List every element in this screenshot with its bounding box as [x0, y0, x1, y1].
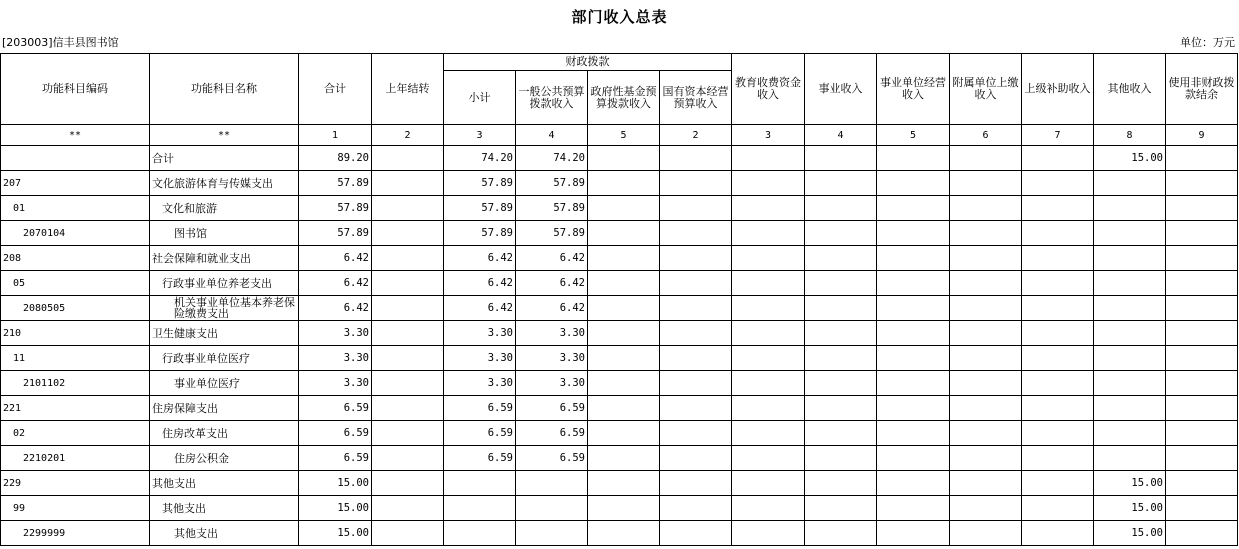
cell-business [805, 446, 877, 471]
cell-state-capital [660, 146, 732, 171]
table-row [1, 371, 1238, 396]
cell-superior-subsidy [1022, 246, 1094, 271]
cell-business [805, 496, 877, 521]
cell-code: 05 [1, 271, 150, 296]
cell-affiliate [950, 296, 1022, 321]
cell-total: 3.30 [299, 346, 372, 371]
cell-code: 2080505 [1, 296, 150, 321]
cell-edu-fee [732, 496, 805, 521]
cell-general-budget: 3.30 [516, 346, 588, 371]
cell-gov-fund [588, 146, 660, 171]
cell-operating [877, 496, 950, 521]
cell-total: 89.20 [299, 146, 372, 171]
cell-superior-subsidy [1022, 146, 1094, 171]
cell-other [1094, 371, 1166, 396]
cell-non-fiscal-balance [1166, 171, 1238, 196]
cell-fiscal-subtotal: 57.89 [444, 221, 516, 246]
cell-general-budget: 57.89 [516, 196, 588, 221]
cell-operating [877, 171, 950, 196]
cell-total: 3.30 [299, 321, 372, 346]
cell-carryover [372, 246, 444, 271]
cell-affiliate [950, 521, 1022, 546]
table-row [1, 396, 1238, 421]
cell-edu-fee [732, 246, 805, 271]
cell-total: 6.42 [299, 246, 372, 271]
cell-gov-fund [588, 296, 660, 321]
cell-gov-fund [588, 496, 660, 521]
cell-non-fiscal-balance [1166, 321, 1238, 346]
cell-superior-subsidy [1022, 321, 1094, 346]
cell-total: 15.00 [299, 496, 372, 521]
cell-general-budget: 6.59 [516, 446, 588, 471]
cell-business [805, 421, 877, 446]
index-cell: 4 [516, 125, 588, 146]
cell-non-fiscal-balance [1166, 246, 1238, 271]
cell-state-capital [660, 446, 732, 471]
cell-edu-fee [732, 171, 805, 196]
index-cell: 5 [588, 125, 660, 146]
cell-business [805, 521, 877, 546]
cell-edu-fee [732, 446, 805, 471]
cell-code: 11 [1, 346, 150, 371]
cell-superior-subsidy [1022, 446, 1094, 471]
cell-affiliate [950, 171, 1022, 196]
cell-name: 住房保障支出 [150, 396, 299, 421]
cell-carryover [372, 196, 444, 221]
table-row [1, 446, 1238, 471]
cell-carryover [372, 321, 444, 346]
cell-edu-fee [732, 421, 805, 446]
cell-gov-fund [588, 521, 660, 546]
cell-name: 文化旅游体育与传媒支出 [150, 171, 299, 196]
cell-gov-fund [588, 446, 660, 471]
cell-carryover [372, 146, 444, 171]
header-total: 合计 [299, 54, 372, 125]
cell-business [805, 246, 877, 271]
header-edu-fee: 教育收费资金收入 [732, 54, 805, 125]
cell-general-budget [516, 521, 588, 546]
cell-edu-fee [732, 321, 805, 346]
index-cell: 2 [372, 125, 444, 146]
cell-operating [877, 521, 950, 546]
cell-non-fiscal-balance [1166, 396, 1238, 421]
cell-general-budget: 3.30 [516, 371, 588, 396]
cell-carryover [372, 171, 444, 196]
cell-carryover [372, 271, 444, 296]
cell-name: 图书馆 [150, 221, 299, 246]
table-row [1, 196, 1238, 221]
cell-gov-fund [588, 171, 660, 196]
cell-total: 3.30 [299, 371, 372, 396]
cell-carryover [372, 371, 444, 396]
cell-other [1094, 296, 1166, 321]
cell-code: 208 [1, 246, 150, 271]
cell-state-capital [660, 371, 732, 396]
cell-general-budget: 57.89 [516, 171, 588, 196]
cell-business [805, 396, 877, 421]
table-row [1, 321, 1238, 346]
cell-state-capital [660, 496, 732, 521]
header-gov-fund: 政府性基金预算拨款收入 [588, 71, 660, 125]
cell-general-budget: 6.42 [516, 296, 588, 321]
cell-state-capital [660, 196, 732, 221]
header-name: 功能科目名称 [150, 54, 299, 125]
cell-superior-subsidy [1022, 346, 1094, 371]
table-row [1, 521, 1238, 546]
cell-non-fiscal-balance [1166, 446, 1238, 471]
cell-superior-subsidy [1022, 296, 1094, 321]
cell-fiscal-subtotal: 6.59 [444, 446, 516, 471]
cell-name: 行政事业单位养老支出 [150, 271, 299, 296]
cell-other: 15.00 [1094, 471, 1166, 496]
header-affiliate: 附属单位上缴收入 [950, 54, 1022, 125]
cell-carryover [372, 221, 444, 246]
cell-affiliate [950, 196, 1022, 221]
cell-edu-fee [732, 396, 805, 421]
cell-state-capital [660, 471, 732, 496]
cell-superior-subsidy [1022, 271, 1094, 296]
cell-name: 住房公积金 [150, 446, 299, 471]
cell-total: 6.59 [299, 421, 372, 446]
cell-affiliate [950, 146, 1022, 171]
cell-other [1094, 171, 1166, 196]
cell-fiscal-subtotal: 6.42 [444, 246, 516, 271]
cell-gov-fund [588, 346, 660, 371]
table-row [1, 496, 1238, 521]
header-code: 功能科目编码 [1, 54, 150, 125]
income-summary-table [0, 53, 1238, 546]
cell-carryover [372, 471, 444, 496]
cell-affiliate [950, 396, 1022, 421]
cell-business [805, 471, 877, 496]
cell-state-capital [660, 396, 732, 421]
cell-name: 社会保障和就业支出 [150, 246, 299, 271]
cell-gov-fund [588, 321, 660, 346]
cell-code: 2299999 [1, 521, 150, 546]
cell-total: 57.89 [299, 196, 372, 221]
cell-non-fiscal-balance [1166, 521, 1238, 546]
cell-code: 2210201 [1, 446, 150, 471]
header-operating: 事业单位经营收入 [877, 54, 950, 125]
cell-fiscal-subtotal: 3.30 [444, 321, 516, 346]
cell-superior-subsidy [1022, 371, 1094, 396]
cell-code: 2070104 [1, 221, 150, 246]
cell-gov-fund [588, 396, 660, 421]
cell-other: 15.00 [1094, 146, 1166, 171]
cell-business [805, 171, 877, 196]
cell-other [1094, 196, 1166, 221]
cell-business [805, 271, 877, 296]
cell-operating [877, 321, 950, 346]
header-business: 事业收入 [805, 54, 877, 125]
table-row [1, 296, 1238, 321]
cell-operating [877, 196, 950, 221]
header-general-budget: 一般公共预算拨款收入 [516, 71, 588, 125]
cell-affiliate [950, 421, 1022, 446]
cell-general-budget: 6.42 [516, 271, 588, 296]
cell-non-fiscal-balance [1166, 221, 1238, 246]
cell-operating [877, 446, 950, 471]
cell-state-capital [660, 421, 732, 446]
cell-code [1, 146, 150, 171]
cell-non-fiscal-balance [1166, 146, 1238, 171]
index-cell: 8 [1094, 125, 1166, 146]
cell-fiscal-subtotal: 6.59 [444, 421, 516, 446]
cell-fiscal-subtotal [444, 496, 516, 521]
cell-affiliate [950, 371, 1022, 396]
cell-code: 210 [1, 321, 150, 346]
unit-name: [203003]信丰县图书馆 [2, 36, 119, 49]
cell-general-budget: 3.30 [516, 321, 588, 346]
cell-name: 行政事业单位医疗 [150, 346, 299, 371]
cell-non-fiscal-balance [1166, 196, 1238, 221]
cell-other [1094, 346, 1166, 371]
cell-business [805, 296, 877, 321]
cell-carryover [372, 296, 444, 321]
index-cell: 1 [299, 125, 372, 146]
cell-carryover [372, 446, 444, 471]
cell-gov-fund [588, 221, 660, 246]
cell-total: 57.89 [299, 171, 372, 196]
cell-non-fiscal-balance [1166, 271, 1238, 296]
cell-superior-subsidy [1022, 396, 1094, 421]
cell-edu-fee [732, 196, 805, 221]
cell-business [805, 221, 877, 246]
cell-carryover [372, 496, 444, 521]
index-cell: 7 [1022, 125, 1094, 146]
cell-fiscal-subtotal [444, 521, 516, 546]
cell-carryover [372, 421, 444, 446]
currency-unit: 单位：万元 [1180, 36, 1235, 49]
index-cell: ** [1, 125, 150, 146]
cell-fiscal-subtotal: 6.42 [444, 296, 516, 321]
cell-operating [877, 421, 950, 446]
cell-name: 住房改革支出 [150, 421, 299, 446]
cell-affiliate [950, 346, 1022, 371]
cell-edu-fee [732, 146, 805, 171]
cell-fiscal-subtotal: 6.59 [444, 396, 516, 421]
cell-total: 6.42 [299, 271, 372, 296]
cell-code: 221 [1, 396, 150, 421]
cell-general-budget: 6.59 [516, 421, 588, 446]
cell-carryover [372, 346, 444, 371]
table-row [1, 246, 1238, 271]
cell-other [1094, 246, 1166, 271]
cell-edu-fee [732, 521, 805, 546]
cell-business [805, 346, 877, 371]
cell-name: 机关事业单位基本养老保险缴费支出 [150, 296, 299, 321]
cell-state-capital [660, 221, 732, 246]
cell-total: 6.59 [299, 396, 372, 421]
cell-operating [877, 396, 950, 421]
cell-superior-subsidy [1022, 521, 1094, 546]
cell-gov-fund [588, 246, 660, 271]
cell-name: 其他支出 [150, 496, 299, 521]
cell-state-capital [660, 346, 732, 371]
cell-business [805, 371, 877, 396]
cell-edu-fee [732, 296, 805, 321]
cell-name: 事业单位医疗 [150, 371, 299, 396]
cell-operating [877, 246, 950, 271]
cell-superior-subsidy [1022, 496, 1094, 521]
cell-fiscal-subtotal: 57.89 [444, 196, 516, 221]
cell-fiscal-subtotal: 57.89 [444, 171, 516, 196]
cell-state-capital [660, 521, 732, 546]
header-fiscal-group: 财政拨款 [444, 54, 732, 71]
cell-code: 99 [1, 496, 150, 521]
cell-non-fiscal-balance [1166, 471, 1238, 496]
cell-operating [877, 146, 950, 171]
table-row [1, 146, 1238, 171]
cell-name: 卫生健康支出 [150, 321, 299, 346]
cell-non-fiscal-balance [1166, 296, 1238, 321]
cell-affiliate [950, 496, 1022, 521]
cell-state-capital [660, 171, 732, 196]
cell-other [1094, 446, 1166, 471]
cell-general-budget: 57.89 [516, 221, 588, 246]
cell-operating [877, 371, 950, 396]
cell-affiliate [950, 271, 1022, 296]
cell-general-budget [516, 496, 588, 521]
cell-superior-subsidy [1022, 221, 1094, 246]
cell-name: 合计 [150, 146, 299, 171]
index-cell: 9 [1166, 125, 1238, 146]
cell-gov-fund [588, 196, 660, 221]
cell-total: 6.59 [299, 446, 372, 471]
cell-code: 01 [1, 196, 150, 221]
header-superior-subsidy: 上级补助收入 [1022, 54, 1094, 125]
cell-affiliate [950, 471, 1022, 496]
cell-general-budget: 6.42 [516, 246, 588, 271]
cell-fiscal-subtotal [444, 471, 516, 496]
cell-business [805, 321, 877, 346]
cell-affiliate [950, 221, 1022, 246]
index-row [1, 125, 1238, 146]
cell-name: 文化和旅游 [150, 196, 299, 221]
index-cell: ** [150, 125, 299, 146]
cell-operating [877, 471, 950, 496]
cell-code: 02 [1, 421, 150, 446]
cell-operating [877, 271, 950, 296]
page-title: 部门收入总表 [571, 8, 668, 26]
cell-name: 其他支出 [150, 521, 299, 546]
cell-state-capital [660, 296, 732, 321]
cell-operating [877, 346, 950, 371]
index-cell: 2 [660, 125, 732, 146]
cell-gov-fund [588, 371, 660, 396]
cell-non-fiscal-balance [1166, 346, 1238, 371]
index-cell: 5 [877, 125, 950, 146]
cell-superior-subsidy [1022, 196, 1094, 221]
cell-fiscal-subtotal: 6.42 [444, 271, 516, 296]
cell-other [1094, 421, 1166, 446]
cell-business [805, 196, 877, 221]
cell-fiscal-subtotal: 74.20 [444, 146, 516, 171]
cell-gov-fund [588, 421, 660, 446]
cell-superior-subsidy [1022, 421, 1094, 446]
cell-total: 15.00 [299, 521, 372, 546]
cell-non-fiscal-balance [1166, 421, 1238, 446]
cell-other: 15.00 [1094, 521, 1166, 546]
cell-superior-subsidy [1022, 171, 1094, 196]
cell-general-budget [516, 471, 588, 496]
cell-edu-fee [732, 371, 805, 396]
cell-carryover [372, 521, 444, 546]
cell-fiscal-subtotal: 3.30 [444, 346, 516, 371]
cell-code: 2101102 [1, 371, 150, 396]
cell-affiliate [950, 246, 1022, 271]
cell-edu-fee [732, 271, 805, 296]
cell-operating [877, 221, 950, 246]
index-cell: 3 [444, 125, 516, 146]
cell-general-budget: 74.20 [516, 146, 588, 171]
cell-non-fiscal-balance [1166, 496, 1238, 521]
table-row [1, 221, 1238, 246]
header-non-fiscal-balance: 使用非财政拨款结余 [1166, 54, 1238, 125]
cell-total: 57.89 [299, 221, 372, 246]
cell-carryover [372, 396, 444, 421]
header-fiscal-subtotal: 小计 [444, 71, 516, 125]
cell-state-capital [660, 246, 732, 271]
index-cell: 4 [805, 125, 877, 146]
cell-code: 207 [1, 171, 150, 196]
cell-other [1094, 221, 1166, 246]
cell-other [1094, 396, 1166, 421]
table-row [1, 171, 1238, 196]
cell-general-budget: 6.59 [516, 396, 588, 421]
cell-other [1094, 271, 1166, 296]
table-row [1, 471, 1238, 496]
cell-state-capital [660, 321, 732, 346]
cell-edu-fee [732, 471, 805, 496]
cell-edu-fee [732, 221, 805, 246]
cell-gov-fund [588, 471, 660, 496]
index-cell: 3 [732, 125, 805, 146]
cell-total: 15.00 [299, 471, 372, 496]
cell-affiliate [950, 321, 1022, 346]
cell-superior-subsidy [1022, 471, 1094, 496]
header-other: 其他收入 [1094, 54, 1166, 125]
table-row [1, 421, 1238, 446]
table-row [1, 271, 1238, 296]
cell-edu-fee [732, 346, 805, 371]
cell-affiliate [950, 446, 1022, 471]
header-carryover: 上年结转 [372, 54, 444, 125]
cell-name: 其他支出 [150, 471, 299, 496]
table-row [1, 346, 1238, 371]
header-state-capital: 国有资本经营预算收入 [660, 71, 732, 125]
cell-total: 6.42 [299, 296, 372, 321]
cell-business [805, 146, 877, 171]
cell-non-fiscal-balance [1166, 371, 1238, 396]
cell-fiscal-subtotal: 3.30 [444, 371, 516, 396]
cell-other: 15.00 [1094, 496, 1166, 521]
cell-state-capital [660, 271, 732, 296]
cell-code: 229 [1, 471, 150, 496]
cell-gov-fund [588, 271, 660, 296]
index-cell: 6 [950, 125, 1022, 146]
cell-operating [877, 296, 950, 321]
cell-other [1094, 321, 1166, 346]
